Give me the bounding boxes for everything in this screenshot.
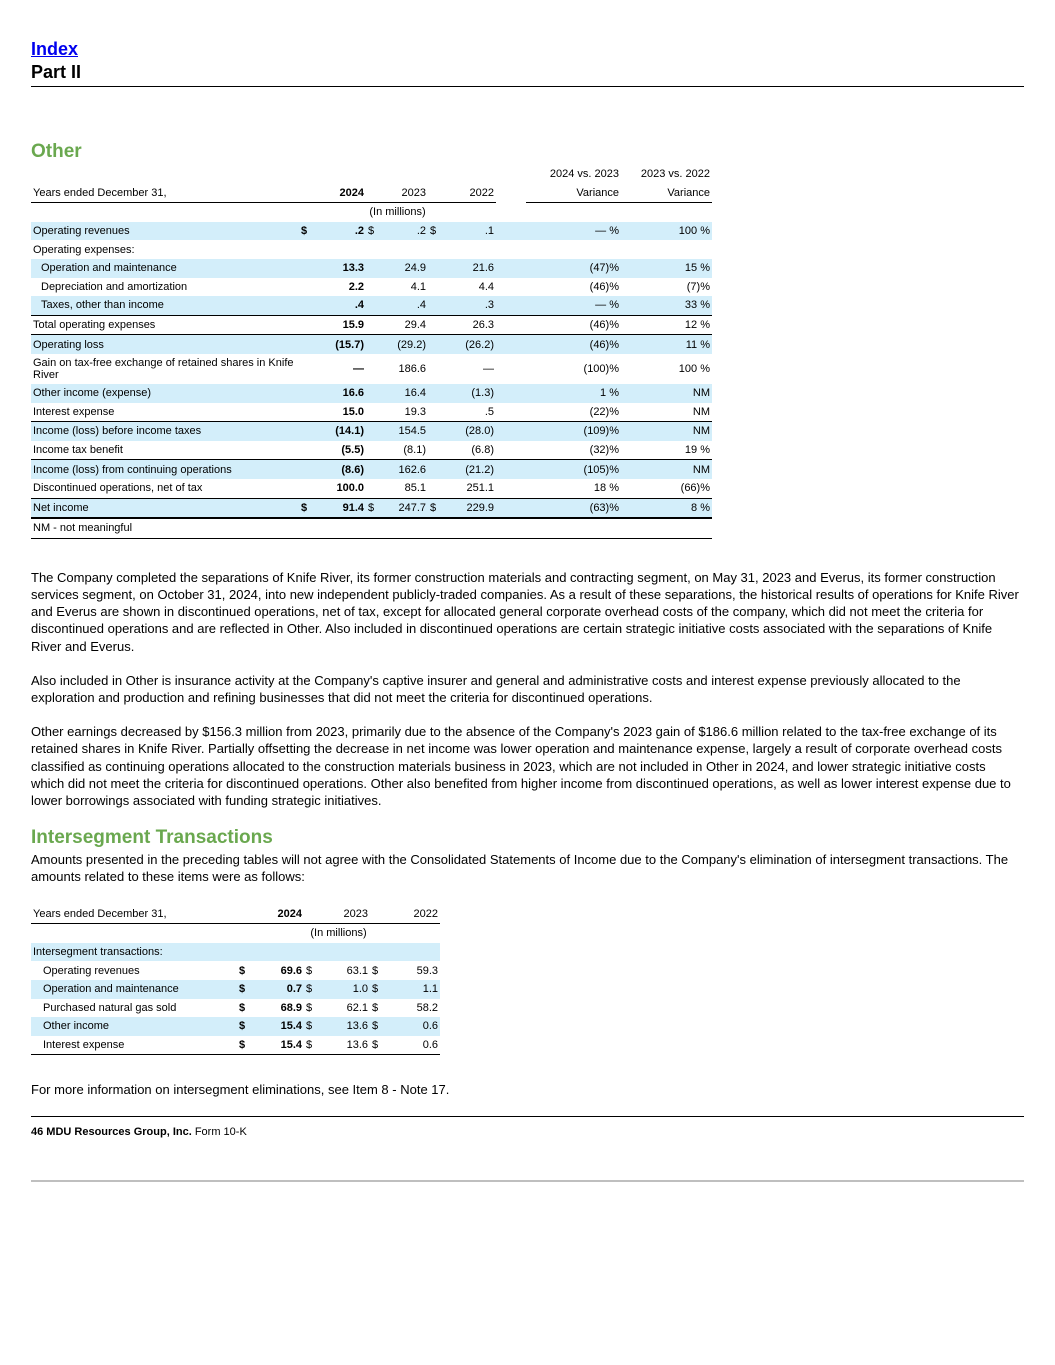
col-2024: 2024 <box>311 184 366 203</box>
value-2024: 15.9 <box>311 315 366 335</box>
dollar-sign <box>366 240 378 259</box>
table-row <box>31 961 440 980</box>
variance-2: 100 % <box>678 362 710 375</box>
value-2023: 85.1 <box>404 482 426 495</box>
value-2024: 16.6 <box>311 384 366 403</box>
row-label: Income tax benefit <box>33 444 123 457</box>
value-2022: 26.3 <box>440 315 496 335</box>
dollar-sign: $ <box>428 498 440 518</box>
value-2023: 62.1 <box>346 1001 368 1014</box>
value-2024: 0.7 <box>249 980 304 999</box>
value-2024: .4 <box>311 296 366 315</box>
index-link[interactable]: Index <box>31 39 79 59</box>
units-label: (In millions) <box>310 927 367 940</box>
dollar-sign <box>366 354 378 384</box>
value-2024: 2.2 <box>348 280 364 293</box>
variance-1: 1 % <box>526 384 621 403</box>
row-label: Income (loss) before income taxes <box>31 422 299 441</box>
row-label: Net income <box>31 498 299 518</box>
intersegment-intro: Amounts presented in the preceding tables will not agree with the Consolidated Statements of Income due to the Company's elimination of intersegment transactions. The amounts related to these items were as follows: <box>31 852 1009 885</box>
value-2023: .4 <box>378 296 428 315</box>
value-2022: .5 <box>484 405 494 418</box>
value-2024: (14.1) <box>311 422 366 441</box>
variance-2: (7)% <box>686 280 710 293</box>
variance-2: 11 % <box>621 335 712 354</box>
variance-1 <box>526 240 621 259</box>
value-2022: 1.1 <box>382 980 440 999</box>
dollar-sign <box>299 403 311 422</box>
value-2024: .2 <box>311 222 366 241</box>
page-footer <box>31 1126 1024 1138</box>
value-2023: 162.6 <box>378 460 428 479</box>
row-label: Operating revenues <box>43 964 140 977</box>
table-row <box>31 1017 440 1036</box>
variance-1: (46)% <box>526 315 621 335</box>
value-2022: .3 <box>440 296 496 315</box>
dollar-sign <box>428 278 440 297</box>
table-row <box>31 240 712 259</box>
variance-2: NM <box>621 422 712 441</box>
dollar-sign <box>428 259 440 278</box>
page <box>31 38 1024 1182</box>
column-label: Years ended December 31, <box>31 905 237 924</box>
col-2022: 2022 <box>382 905 440 924</box>
intersegment-heading: Intersegment Transactions <box>31 827 273 849</box>
top-divider <box>31 86 1024 87</box>
variance-1: (105)% <box>526 460 621 479</box>
dollar-sign <box>366 259 378 278</box>
value-2023: 16.4 <box>378 384 428 403</box>
commentary-paragraph: Also included in Other is insurance activity at the Company's captive insurer and general and administrative costs and interest expense previously allocated to the exploration and production and refining businesses that did not meet the criteria for discontinued operations. <box>31 672 961 705</box>
dollar-sign <box>366 460 378 479</box>
variance-1: 18 % <box>593 482 619 495</box>
dollar-sign <box>299 460 311 479</box>
dollar-sign <box>299 278 311 297</box>
dollar-sign: $ <box>428 222 440 241</box>
variance-1: (63)% <box>526 498 621 518</box>
variance-2: 15 % <box>621 259 712 278</box>
value-2023: (8.1) <box>403 444 426 457</box>
dollar-sign <box>366 278 378 297</box>
intersegment-table <box>31 905 440 1056</box>
value-2022: 251.1 <box>466 482 494 495</box>
value-2023: 247.7 <box>378 498 428 518</box>
value-2023: 13.6 <box>316 1036 370 1055</box>
dollar-sign <box>428 354 440 384</box>
dollar-sign <box>428 384 440 403</box>
section-label: Intersegment transactions: <box>31 943 440 962</box>
value-2024: 15.0 <box>342 405 364 418</box>
footer-page-company: 46 MDU Resources Group, Inc. <box>31 1126 192 1139</box>
dollar-sign <box>299 240 311 259</box>
value-2022: 58.2 <box>416 1001 438 1014</box>
row-label: Operating loss <box>31 335 299 354</box>
variance-2: 19 % <box>684 444 710 457</box>
variance-1: (100)% <box>583 362 619 375</box>
table-footnote: NM - not meaningful <box>31 518 712 538</box>
value-2022: (1.3) <box>440 384 496 403</box>
value-2023: 4.1 <box>410 280 426 293</box>
dollar-sign: $ <box>239 964 246 977</box>
value-2022: (26.2) <box>440 335 496 354</box>
footer-form: Form 10-K <box>194 1126 247 1139</box>
dollar-sign: $ <box>299 498 311 518</box>
table-row <box>31 259 712 278</box>
table-row <box>31 403 712 422</box>
value-2024: 15.4 <box>249 1036 304 1055</box>
dollar-sign <box>428 441 440 460</box>
value-2022: 59.3 <box>416 964 438 977</box>
column-label: Years ended December 31, <box>31 184 299 203</box>
dollar-sign: $ <box>237 980 249 999</box>
variance-1: (46)% <box>526 335 621 354</box>
dollar-sign <box>366 441 378 460</box>
dollar-sign <box>299 479 311 498</box>
dollar-sign: $ <box>306 1001 313 1014</box>
dollar-sign <box>366 384 378 403</box>
row-label: Gain on tax-free exchange of retained shares in Knife River <box>33 356 294 381</box>
table-row <box>31 315 712 335</box>
dollar-sign <box>428 335 440 354</box>
variance-header-2: 2023 vs. 2022 <box>640 168 710 181</box>
dollar-sign <box>428 403 440 422</box>
variance-2: NM <box>621 384 712 403</box>
value-2024: (15.7) <box>311 335 366 354</box>
dollar-sign <box>366 296 378 315</box>
value-2023: 186.6 <box>398 362 426 375</box>
dollar-sign <box>428 296 440 315</box>
row-label: Taxes, other than income <box>31 296 299 315</box>
value-2023: 63.1 <box>346 964 368 977</box>
dollar-sign <box>428 460 440 479</box>
variance-1: (32)% <box>589 444 619 457</box>
row-label: Interest expense <box>33 405 115 418</box>
value-2022: 0.6 <box>382 1036 440 1055</box>
row-label: Other income (expense) <box>31 384 299 403</box>
table-row <box>31 1036 440 1055</box>
col-2024: 2024 <box>249 905 304 924</box>
variance-2: NM <box>621 460 712 479</box>
table-row <box>31 441 712 460</box>
dollar-sign: $ <box>239 1001 246 1014</box>
row-label: Operation and maintenance <box>31 980 237 999</box>
value-2023: 24.9 <box>378 259 428 278</box>
variance-1: (46)% <box>589 280 619 293</box>
row-label: Operating revenues <box>31 222 299 241</box>
table-row <box>31 422 712 441</box>
value-2024: 13.3 <box>311 259 366 278</box>
value-2022: (6.8) <box>471 444 494 457</box>
table-row <box>31 479 712 498</box>
value-2023: 154.5 <box>378 422 428 441</box>
value-2022 <box>440 240 496 259</box>
variance-1: (47)% <box>526 259 621 278</box>
table-row <box>31 354 712 384</box>
variance-2: 33 % <box>621 296 712 315</box>
dollar-sign <box>428 422 440 441</box>
value-2024: — <box>353 362 364 375</box>
value-2022: — <box>483 362 494 375</box>
value-2024: (5.5) <box>341 444 364 457</box>
variance-header-1: 2024 vs. 2023 <box>549 168 619 181</box>
table-row <box>31 384 712 403</box>
part-label: Part II <box>31 62 82 82</box>
value-2023: .2 <box>378 222 428 241</box>
dollar-sign <box>366 479 378 498</box>
dollar-sign: $ <box>304 1036 316 1055</box>
dollar-sign: $ <box>366 222 378 241</box>
value-2024 <box>311 240 366 259</box>
row-label: Other income <box>31 1017 237 1036</box>
value-2022: (21.2) <box>440 460 496 479</box>
value-2024: 91.4 <box>311 498 366 518</box>
value-2024: 15.4 <box>249 1017 304 1036</box>
dollar-sign <box>299 354 311 384</box>
table-row <box>31 335 712 354</box>
table-row <box>31 222 712 241</box>
dollar-sign <box>428 479 440 498</box>
row-label: Depreciation and amortization <box>41 280 188 293</box>
row-label: Interest expense <box>31 1036 237 1055</box>
dollar-sign <box>428 315 440 335</box>
page-bottom-rule <box>31 1180 1024 1182</box>
row-label: Operating expenses: <box>33 243 135 256</box>
value-2022: 229.9 <box>440 498 496 518</box>
dollar-sign <box>366 403 378 422</box>
row-label: Operation and maintenance <box>31 259 299 278</box>
row-label: Purchased natural gas sold <box>43 1001 177 1014</box>
dollar-sign <box>299 441 311 460</box>
value-2023: 19.3 <box>404 405 426 418</box>
dollar-sign <box>299 259 311 278</box>
dollar-sign: $ <box>372 964 379 977</box>
units-label: (In millions) <box>369 206 426 219</box>
variance-2: 100 % <box>621 222 712 241</box>
dollar-sign <box>428 240 440 259</box>
col-2023: 2023 <box>316 905 370 924</box>
value-2023: 13.6 <box>316 1017 370 1036</box>
dollar-sign <box>299 384 311 403</box>
footer-divider <box>31 1116 1024 1117</box>
dollar-sign <box>366 315 378 335</box>
dollar-sign <box>299 315 311 335</box>
dollar-sign: $ <box>237 1036 249 1055</box>
dollar-sign: $ <box>304 980 316 999</box>
value-2022: 0.6 <box>382 1017 440 1036</box>
dollar-sign <box>299 422 311 441</box>
other-table <box>31 165 712 539</box>
col-variance-1: Variance <box>526 184 621 203</box>
value-2022: (28.0) <box>440 422 496 441</box>
variance-2: NM <box>692 405 710 418</box>
dollar-sign: $ <box>299 222 311 241</box>
dollar-sign: $ <box>370 1036 382 1055</box>
variance-2: 8 % <box>621 498 712 518</box>
dollar-sign: $ <box>372 1001 379 1014</box>
intersegment-more-info: For more information on intersegment eliminations, see Item 8 - Note 17. <box>31 1082 450 1098</box>
value-2023: 1.0 <box>316 980 370 999</box>
dollar-sign: $ <box>370 1017 382 1036</box>
dollar-sign: $ <box>237 1017 249 1036</box>
table-row <box>31 296 712 315</box>
variance-1: (109)% <box>526 422 621 441</box>
col-variance-2: Variance <box>621 184 712 203</box>
other-commentary <box>31 569 1021 809</box>
dollar-sign: $ <box>366 498 378 518</box>
row-label: Income (loss) from continuing operations <box>31 460 299 479</box>
dollar-sign <box>299 335 311 354</box>
value-2024: 100.0 <box>336 482 364 495</box>
variance-1: — % <box>526 222 621 241</box>
value-2022: 21.6 <box>440 259 496 278</box>
value-2024: 68.9 <box>280 1001 302 1014</box>
dollar-sign <box>366 335 378 354</box>
table-row <box>31 980 440 999</box>
table-row <box>31 460 712 479</box>
variance-2 <box>621 240 712 259</box>
table-row <box>31 278 712 297</box>
variance-2: 12 % <box>621 315 712 335</box>
dollar-sign <box>366 422 378 441</box>
row-label: Total operating expenses <box>31 315 299 335</box>
value-2022: 4.4 <box>478 280 494 293</box>
variance-1: (22)% <box>589 405 619 418</box>
table-row <box>31 498 712 518</box>
commentary-paragraph: The Company completed the separations of Knife River, its former construction materials and contracting segment, on May 31, 2023 and Everus, its former construction services segment, on October 31, 2024, into new independent publicly-traded companies. As a result of these separations, the historical results of operations for Knife River and Everus are shown in discontinued operations, net of tax, except for allocated general corporate overhead costs of the company, which did not meet the criteria for discontinued operations and are reflected in Other. Also included in discontinued operations are certain strategic initiative costs associated with the separations of Knife River and Everus. <box>31 569 1019 654</box>
table-row <box>31 999 440 1018</box>
value-2023 <box>378 240 428 259</box>
value-2024: 69.6 <box>280 964 302 977</box>
col-2022: 2022 <box>440 184 496 203</box>
other-heading: Other <box>31 141 82 162</box>
variance-2: (66)% <box>680 482 710 495</box>
dollar-sign <box>299 296 311 315</box>
value-2022: .1 <box>440 222 496 241</box>
col-2023: 2023 <box>378 184 428 203</box>
dollar-sign: $ <box>306 964 313 977</box>
variance-1: — % <box>526 296 621 315</box>
dollar-sign: $ <box>370 980 382 999</box>
commentary-paragraph: Other earnings decreased by $156.3 million from 2023, primarily due to the absence of the Company's 2023 gain of $186.6 million related to the tax-free exchange of its retained shares in Knife River. Partially offsetting the decrease in net income was lower operation and maintenance expense, largely a result of corporate overhead costs classified as continuing operations allocated to the construction materials business in 2023, which are not included in Other in 2024, and lower strategic initiative costs which did not meet the criteria for discontinued operations. Other also benefited from higher income from discontinued operations, as well as lower interest expense due to lower borrowings associated with funding strategic initiatives. <box>31 724 1011 808</box>
dollar-sign: $ <box>304 1017 316 1036</box>
row-label: Discontinued operations, net of tax <box>33 482 203 495</box>
value-2024: (8.6) <box>311 460 366 479</box>
value-2023: (29.2) <box>378 335 428 354</box>
value-2023: 29.4 <box>378 315 428 335</box>
